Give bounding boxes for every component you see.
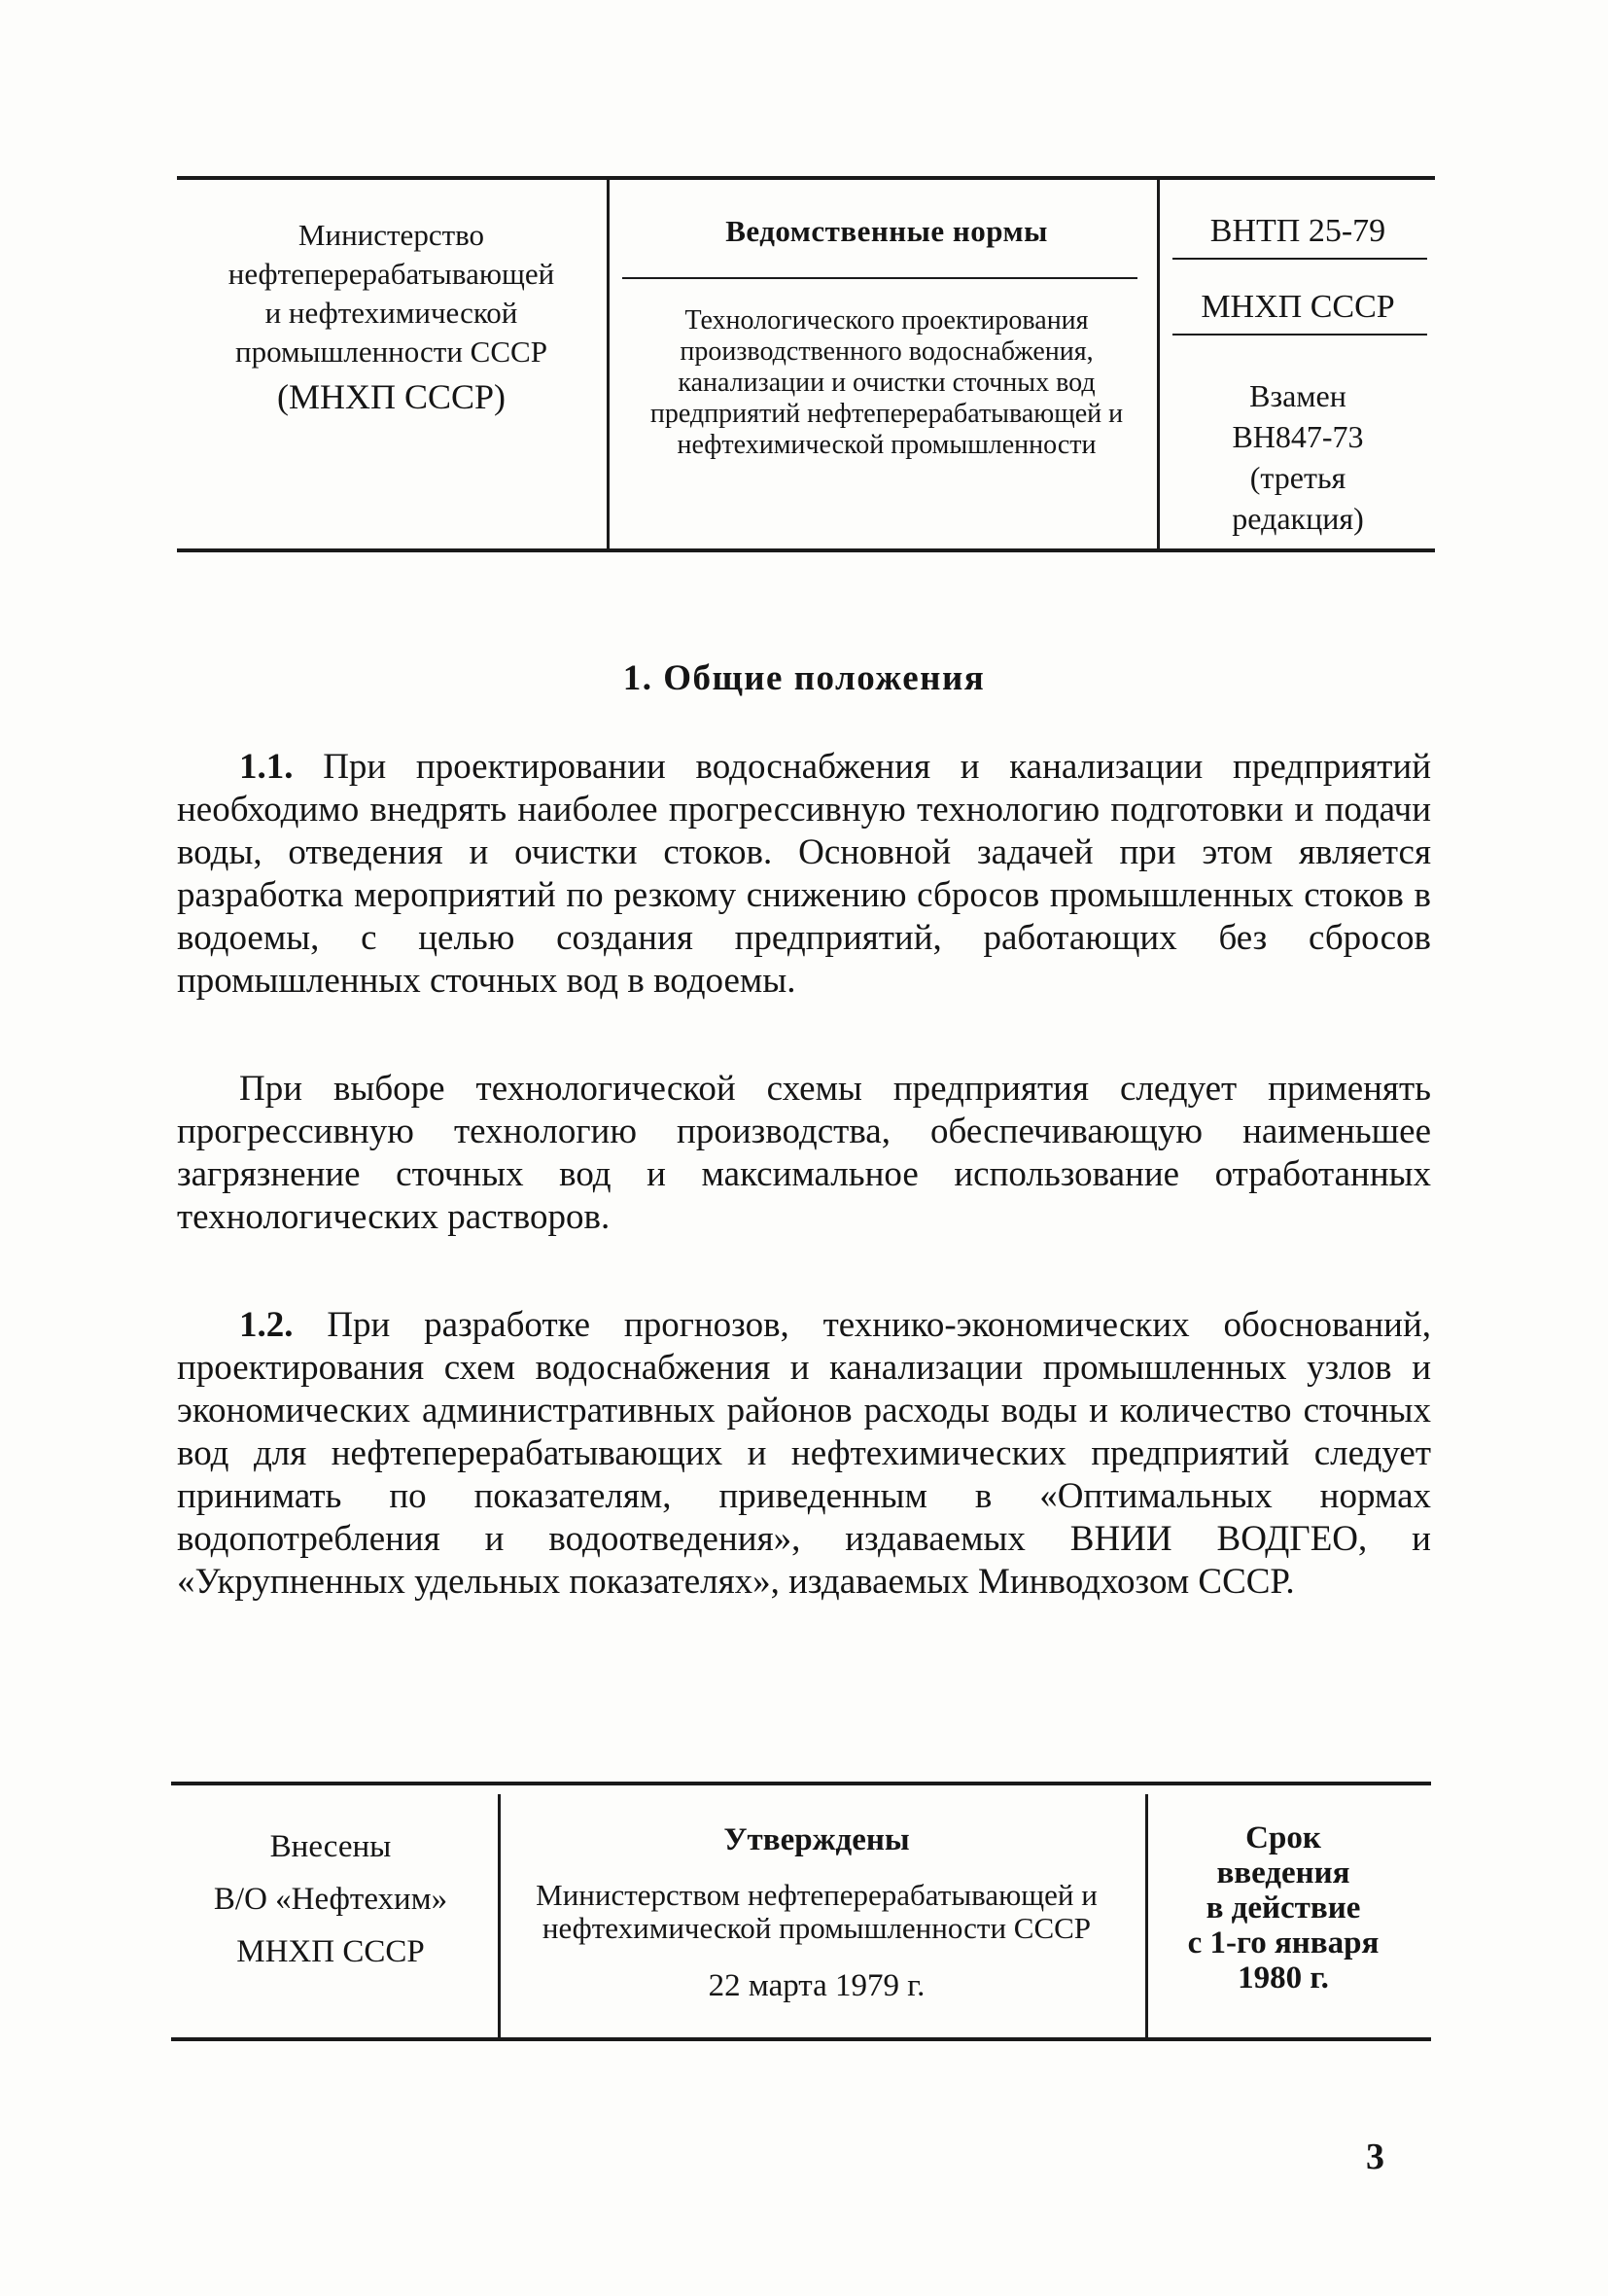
footer-top-rule bbox=[171, 1782, 1431, 1785]
paragraph-text: При выборе технологической схемы предприятия следует применять прогрессивную технологию производства, обеспечивающую наименьшее загрязнение сточных вод и максимальное использование отработанных технологических растворов. bbox=[177, 1069, 1431, 1237]
section-title: 1. Общие положения bbox=[622, 658, 986, 698]
paragraph-text: При разработке прогнозов, технико-экономических обоснований, проектирования схем водоснабжения и канализации промышленных узлов и экономических административных районов расходы воды и количество сточных вод для нефтеперерабатывающих и нефтехимических предприятий следует принимать по показателям, приведенным в «Оптимальных нормах водопотребления и водоотведения», издаваемых ВНИИ ВОДГЕО, и «Укрупненных удельных показателях», издаваемых Минводхозом СССР. bbox=[177, 1305, 1432, 1602]
footer-divider-left bbox=[498, 1794, 501, 2037]
replaces-line: редакция) bbox=[1232, 501, 1364, 536]
document-code: ВНТП 25-79 bbox=[1209, 213, 1386, 249]
document-code-org: МНХП СССР bbox=[1201, 289, 1395, 325]
paragraph-1-2 bbox=[177, 1304, 1431, 1604]
document-code-block bbox=[1167, 212, 1429, 539]
norms-title: Ведомственные нормы bbox=[725, 214, 1048, 248]
submitted-org: В/О «Нефтехим» bbox=[213, 1882, 448, 1917]
ministry-line: и нефтехимической bbox=[264, 296, 518, 330]
effective-date-block bbox=[1152, 1820, 1415, 1996]
paragraph-1-1 bbox=[177, 746, 1431, 1003]
effective-line: с 1-го января bbox=[1187, 1925, 1380, 1960]
ministry-line: нефтеперерабатывающей bbox=[227, 257, 555, 291]
paragraph-text: При проектировании водоснабжения и канализации предприятий необходимо внедрять наиболее прогрессивную технологию подготовки и подачи воды, отведения и очистки стоков. Основной задачей при этом является разработка мероприятий по резкому снижению сбросов промышленных стоков в водоемы, с целью создания предприятий, работающих без сбросов промышленных сточных вод в водоемы. bbox=[177, 747, 1431, 1001]
norms-description: Технологического проектирования производственного водоснабжения, канализации и очистки сточных вод предприятий нефтеперерабатывающей и нефтехимической промышленности bbox=[649, 305, 1124, 460]
page-number: 3 bbox=[1366, 2137, 1384, 2177]
header-top-rule bbox=[177, 176, 1435, 180]
replaces-line: Взамен bbox=[1249, 378, 1346, 413]
replaces-note bbox=[1167, 375, 1429, 539]
approved-label: Утверждены bbox=[723, 1822, 910, 1857]
submitted-block bbox=[170, 1820, 491, 1978]
header-divider-left bbox=[607, 178, 610, 550]
effective-line: введения bbox=[1216, 1855, 1350, 1890]
replaces-line: ВН847-73 bbox=[1232, 419, 1364, 454]
effective-line: Срок bbox=[1245, 1820, 1321, 1855]
approved-date: 22 марта 1979 г. bbox=[708, 1968, 926, 2003]
ministry-abbreviation: (МНХП СССР) bbox=[276, 377, 507, 416]
effective-line: в действие bbox=[1206, 1890, 1361, 1925]
footer-divider-right bbox=[1145, 1794, 1148, 2037]
header-bottom-rule bbox=[177, 548, 1435, 552]
ministry-block bbox=[180, 216, 603, 416]
footer-bottom-rule bbox=[171, 2037, 1431, 2041]
ministry-line: Министерство bbox=[297, 218, 485, 252]
paragraph-1-1-cont bbox=[177, 1068, 1431, 1239]
ministry-line: промышленности СССР bbox=[235, 335, 547, 369]
approved-by: Министерством нефтеперерабатывающей и нефтехимической промышленности СССР bbox=[536, 1878, 1098, 1945]
paragraph-number: 1.1. bbox=[239, 747, 294, 787]
effective-line: 1980 г. bbox=[1238, 1960, 1329, 1996]
submitted-label: Внесены bbox=[269, 1829, 392, 1864]
norms-block bbox=[614, 212, 1159, 461]
submitted-ministry: МНХП СССР bbox=[236, 1934, 425, 1969]
paragraph-number: 1.2. bbox=[239, 1305, 294, 1345]
approved-block bbox=[506, 1817, 1128, 2004]
replaces-line: (третья bbox=[1249, 460, 1346, 495]
